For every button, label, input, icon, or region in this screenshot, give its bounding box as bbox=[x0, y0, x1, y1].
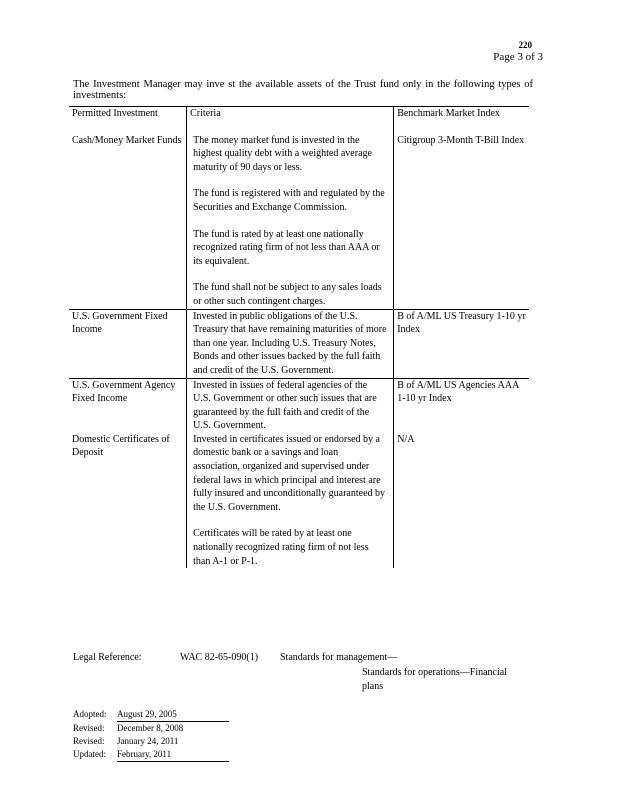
table-header-row bbox=[69, 107, 529, 121]
benchmark-cell: B of A/ML US Agencies AAA 1-10 yr Index bbox=[394, 378, 529, 433]
date-label: Updated: bbox=[73, 749, 106, 759]
date-row bbox=[73, 748, 229, 762]
intro-paragraph: The Investment Manager may inve st the available assets of the Trust fund only in the following types of investments: bbox=[73, 79, 533, 101]
investment-cell: Cash/Money Market Funds bbox=[69, 121, 187, 309]
benchmark-cell: N/A bbox=[394, 433, 529, 568]
criteria-paragraph: The money market fund is invested in the highest quality debt with a weighted average maturity of 90 days or less. bbox=[193, 134, 372, 173]
date-label: Revised: bbox=[73, 723, 105, 733]
date-row bbox=[73, 708, 229, 722]
header-criteria: Criteria bbox=[187, 107, 394, 121]
date-value: August 29, 2005 bbox=[117, 708, 229, 722]
date-label: Revised: bbox=[73, 736, 105, 746]
legal-reference-label: Legal Reference: bbox=[73, 652, 142, 663]
criteria-cell bbox=[187, 309, 394, 378]
investment-cell: U.S. Government Agency Fixed Income bbox=[69, 378, 187, 433]
investment-cell: U.S. Government Fixed Income bbox=[69, 309, 187, 378]
date-row bbox=[73, 722, 229, 735]
table-row bbox=[69, 121, 529, 309]
legal-wac-citation: WAC 82-65-090(1) bbox=[180, 652, 259, 663]
table-row bbox=[69, 309, 529, 378]
date-value: January 24, 2011 bbox=[117, 736, 179, 746]
revision-history bbox=[73, 708, 229, 762]
page-label: Page 3 of 3 bbox=[493, 51, 543, 63]
benchmark-cell: Citigroup 3-Month T-Bill Index bbox=[394, 121, 529, 309]
table-row bbox=[69, 433, 529, 568]
criteria-cell bbox=[187, 121, 394, 309]
criteria-paragraph: The fund is registered with and regulated by the Securities and Exchange Commission. bbox=[193, 188, 385, 213]
legal-title-2: Standards for operations—Financial plans bbox=[362, 667, 507, 692]
criteria-paragraph: Certificates will be rated by at least one nationally recognized rating firm of not less than A-1 or P-1. bbox=[193, 528, 369, 567]
criteria-paragraph: Invested in certificates issued or endorsed by a domestic bank or a savings and loan association, organized and supervised under federal laws in which principal and interest are fully insured and unconditionally guaranteed by the U.S. Government. bbox=[193, 433, 386, 513]
header-benchmark: Benchmark Market Index bbox=[394, 107, 529, 121]
investment-table bbox=[69, 106, 529, 568]
benchmark-cell: B of A/ML US Treasury 1-10 yr Index bbox=[394, 309, 529, 378]
date-value: February, 2011 bbox=[117, 748, 229, 762]
date-value: December 8, 2008 bbox=[117, 723, 184, 733]
page-number: 220 bbox=[518, 40, 532, 50]
investment-cell: Domestic Certificates of Deposit bbox=[69, 433, 187, 568]
table-row bbox=[69, 378, 529, 433]
criteria-paragraph: The fund shall not be subject to any sales loads or other such contingent charges. bbox=[193, 282, 382, 307]
criteria-paragraph: Invested in public obligations of the U.S. Treasury that have remaining maturities of more than one year. Including U.S. Treasury Notes, Bonds and other issues backed by the full faith and credit of the U.S. Government. bbox=[193, 310, 387, 376]
criteria-paragraph: The fund is rated by at least one nationally recognized rating firm of not less than AAA or its equivalent. bbox=[193, 228, 380, 267]
legal-title-1: Standards for management— bbox=[280, 652, 398, 663]
criteria-cell bbox=[187, 433, 394, 568]
date-row bbox=[73, 735, 229, 748]
criteria-cell bbox=[187, 378, 394, 433]
criteria-paragraph: Invested in issues of federal agencies of the U.S. Government or other such issues that are guaranteed by the full faith and credit of the U.S. Government. bbox=[193, 379, 377, 432]
date-label: Adopted: bbox=[73, 709, 107, 719]
header-permitted-investment: Permitted Investment bbox=[69, 107, 187, 121]
